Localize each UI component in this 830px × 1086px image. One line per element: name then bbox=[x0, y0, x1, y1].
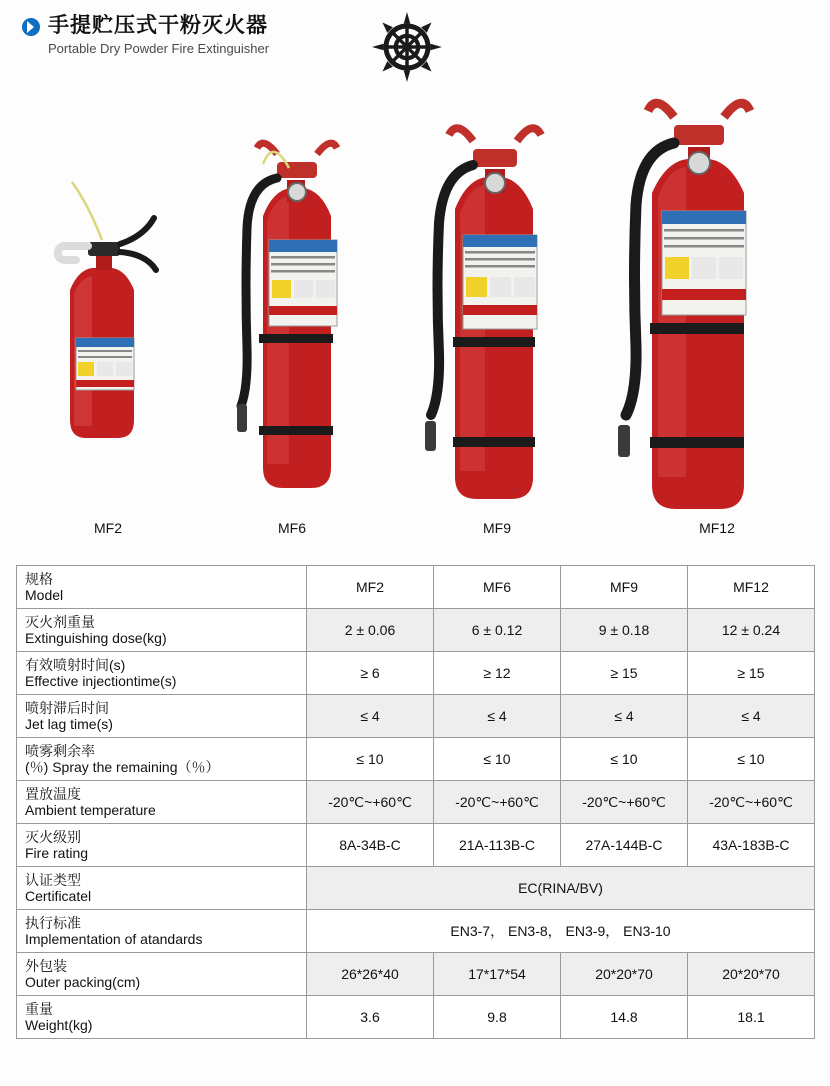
cell-remaining-mf2: ≤ 10 bbox=[307, 738, 434, 781]
cell-model-mf6: MF6 bbox=[434, 566, 561, 609]
cell-temp-mf2: -20℃~+60℃ bbox=[307, 781, 434, 824]
cell-rating-mf2: 8A-34B-C bbox=[307, 824, 434, 867]
cell-model-mf2: MF2 bbox=[307, 566, 434, 609]
product-image-mf2 bbox=[40, 170, 180, 470]
cell-jetlag-mf6: ≤ 4 bbox=[434, 695, 561, 738]
cell-rating-mf6: 21A-113B-C bbox=[434, 824, 561, 867]
cell-remaining-mf9: ≤ 10 bbox=[561, 738, 688, 781]
product-image-mf6 bbox=[215, 120, 375, 520]
table-row bbox=[17, 824, 815, 867]
cell-standards: EN3-7， EN3-8， EN3-9， EN3-10 bbox=[307, 910, 815, 953]
cell-packing-mf9: 20*20*70 bbox=[561, 953, 688, 996]
table-row bbox=[17, 953, 815, 996]
table-row bbox=[17, 652, 815, 695]
cell-remaining-mf6: ≤ 10 bbox=[434, 738, 561, 781]
row-label-ambient-temp: 置放温度 Ambient temperature bbox=[17, 781, 307, 824]
cell-temp-mf9: -20℃~+60℃ bbox=[561, 781, 688, 824]
caption-mf2: MF2 bbox=[94, 520, 122, 536]
cell-remaining-mf12: ≤ 10 bbox=[688, 738, 815, 781]
ship-wheel-icon bbox=[372, 12, 442, 82]
row-label-outer-packing: 外包装 Outer packing(cm) bbox=[17, 953, 307, 996]
play-bullet-icon bbox=[22, 18, 40, 36]
table-row bbox=[17, 910, 815, 953]
cell-dose-mf2: 2 ± 0.06 bbox=[307, 609, 434, 652]
cell-rating-mf12: 43A-183B-C bbox=[688, 824, 815, 867]
cell-weight-mf6: 9.8 bbox=[434, 996, 561, 1039]
product-image-mf12 bbox=[600, 85, 800, 550]
row-label-fire-rating: 灭火级别 Fire rating bbox=[17, 824, 307, 867]
table-row bbox=[17, 566, 815, 609]
row-label-jet-lag: 喷射滞后时间 Jet lag time(s) bbox=[17, 695, 307, 738]
cell-injection-mf9: ≥ 15 bbox=[561, 652, 688, 695]
cell-packing-mf2: 26*26*40 bbox=[307, 953, 434, 996]
cell-dose-mf6: 6 ± 0.12 bbox=[434, 609, 561, 652]
cell-temp-mf12: -20℃~+60℃ bbox=[688, 781, 815, 824]
cell-dose-mf12: 12 ± 0.24 bbox=[688, 609, 815, 652]
row-label-dose: 灭火剂重量 Extinguishing dose(kg) bbox=[17, 609, 307, 652]
cell-temp-mf6: -20℃~+60℃ bbox=[434, 781, 561, 824]
caption-mf12: MF12 bbox=[699, 520, 735, 536]
cell-jetlag-mf9: ≤ 4 bbox=[561, 695, 688, 738]
caption-mf6: MF6 bbox=[278, 520, 306, 536]
page-header bbox=[22, 14, 269, 58]
specification-table bbox=[16, 565, 815, 1039]
table-row bbox=[17, 996, 815, 1039]
caption-mf9: MF9 bbox=[483, 520, 511, 536]
table-row bbox=[17, 738, 815, 781]
cell-model-mf12: MF12 bbox=[688, 566, 815, 609]
cell-dose-mf9: 9 ± 0.18 bbox=[561, 609, 688, 652]
cell-rating-mf9: 27A-144B-C bbox=[561, 824, 688, 867]
page-title-en: Portable Dry Powder Fire Extinguisher bbox=[48, 41, 270, 56]
cell-injection-mf6: ≥ 12 bbox=[434, 652, 561, 695]
table-row bbox=[17, 695, 815, 738]
product-image-mf9 bbox=[405, 105, 580, 535]
row-label-weight: 重量 Weight(kg) bbox=[17, 996, 307, 1039]
page-title-cn: 手提贮压式干粉灭火器 bbox=[48, 14, 268, 37]
cell-injection-mf12: ≥ 15 bbox=[688, 652, 815, 695]
product-photo-group bbox=[0, 85, 830, 550]
row-label-standards: 执行标准 Implementation of atandards bbox=[17, 910, 307, 953]
cell-weight-mf9: 14.8 bbox=[561, 996, 688, 1039]
cell-packing-mf12: 20*20*70 bbox=[688, 953, 815, 996]
row-label-injection-time: 有效喷射时间(s) Effective injectiontime(s) bbox=[17, 652, 307, 695]
row-label-certificate: 认证类型 Certificatel bbox=[17, 867, 307, 910]
product-caption-row bbox=[0, 520, 830, 548]
row-label-model: 规格 Model bbox=[17, 566, 307, 609]
cell-certificate: EC(RINA/BV) bbox=[307, 867, 815, 910]
cell-injection-mf2: ≥ 6 bbox=[307, 652, 434, 695]
cell-packing-mf6: 17*17*54 bbox=[434, 953, 561, 996]
table-row bbox=[17, 867, 815, 910]
table-row bbox=[17, 781, 815, 824]
cell-weight-mf2: 3.6 bbox=[307, 996, 434, 1039]
table-row bbox=[17, 609, 815, 652]
cell-weight-mf12: 18.1 bbox=[688, 996, 815, 1039]
cell-model-mf9: MF9 bbox=[561, 566, 688, 609]
row-label-spray-remaining: 喷雾剩余率 (％) Spray the remaining（％） bbox=[17, 738, 307, 781]
cell-jetlag-mf2: ≤ 4 bbox=[307, 695, 434, 738]
cell-jetlag-mf12: ≤ 4 bbox=[688, 695, 815, 738]
